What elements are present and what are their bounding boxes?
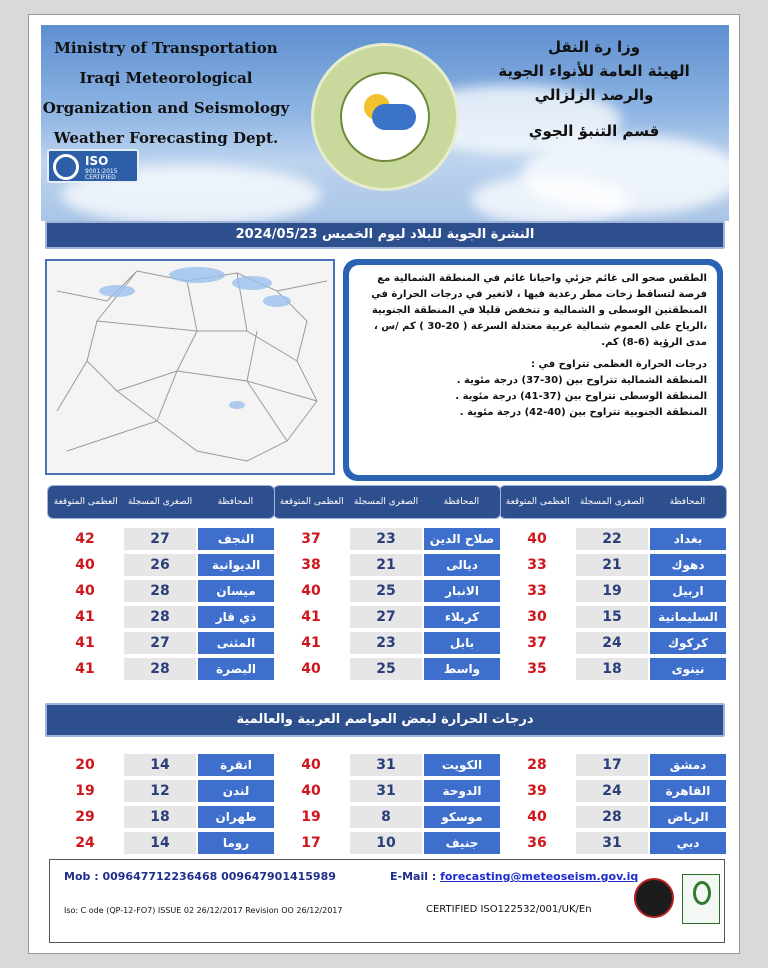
min-temperature: 8 <box>349 805 423 829</box>
forecast-text-box <box>343 259 723 481</box>
location-name: الدوحة <box>423 779 501 803</box>
check-icon <box>53 154 79 180</box>
header-province: المحافظة <box>669 496 706 507</box>
min-temperature: 21 <box>349 553 423 577</box>
capitals-title-bar: درجات الحرارة لبعض العواصم العربية والعالمية <box>45 703 725 737</box>
table-row <box>499 605 727 629</box>
table-row <box>47 753 275 777</box>
header-min: الصغرى المسجلة <box>353 496 419 507</box>
table-row <box>273 657 501 681</box>
location-name: الديوانية <box>197 553 275 577</box>
max-temperature: 39 <box>499 779 575 803</box>
middle-region-range: المنطقة الوسطى تتراوح بين (37-41) درجة مئوية . <box>455 391 707 402</box>
capitals-group-1 <box>499 753 727 857</box>
iso-badge-sub: 9001:2015 CERTIFIED <box>85 168 118 181</box>
max-temperature: 19 <box>273 805 349 829</box>
location-name: دهوك <box>649 553 727 577</box>
max-temperature: 19 <box>47 779 123 803</box>
min-temperature: 14 <box>123 753 197 777</box>
max-temperature: 36 <box>499 831 575 855</box>
table-row <box>273 579 501 603</box>
cloud-icon <box>372 104 416 130</box>
min-temperature: 15 <box>575 605 649 629</box>
organization-emblem-icon <box>634 878 674 918</box>
max-temperature: 33 <box>499 579 575 603</box>
table-row <box>47 657 275 681</box>
en-line-department: Weather Forecasting Dept. <box>53 129 279 147</box>
location-name: موسكو <box>423 805 501 829</box>
ar-line-ministry: وزا رة النقل <box>547 38 641 56</box>
max-temperature: 17 <box>273 831 349 855</box>
max-temperature: 38 <box>273 553 349 577</box>
min-temperature: 27 <box>123 527 197 551</box>
table-row <box>499 831 727 855</box>
min-temperature: 25 <box>349 657 423 681</box>
table-header <box>273 485 501 519</box>
bulletin-title-bar: النشرة الجوية للبلاد ليوم الخميس 2024/05/23 <box>45 221 725 249</box>
location-name: القاهرة <box>649 779 727 803</box>
bulletin-page <box>28 14 740 954</box>
min-temperature: 31 <box>349 753 423 777</box>
header-banner <box>41 25 729 221</box>
min-temperature: 22 <box>575 527 649 551</box>
location-name: لندن <box>197 779 275 803</box>
table-row <box>499 657 727 681</box>
max-temperature: 35 <box>499 657 575 681</box>
table-rows <box>47 527 275 681</box>
min-temperature: 18 <box>123 805 197 829</box>
table-row <box>499 753 727 777</box>
location-name: دمشق <box>649 753 727 777</box>
max-temperature: 40 <box>499 805 575 829</box>
capitals-group-3 <box>47 753 275 857</box>
mob-value: 009647712236468 009647901415989 <box>102 870 336 883</box>
province-table-1 <box>499 485 727 683</box>
table-row <box>499 805 727 829</box>
min-temperature: 14 <box>123 831 197 855</box>
table-row <box>47 631 275 655</box>
iso-certification-badge <box>47 149 139 183</box>
min-temperature: 26 <box>123 553 197 577</box>
email-contact <box>390 870 638 883</box>
table-row <box>273 631 501 655</box>
table-row <box>47 805 275 829</box>
max-temperature: 29 <box>47 805 123 829</box>
min-temperature: 17 <box>575 753 649 777</box>
ar-line-authority: الهيئة العامة للأنواء الجوية <box>498 62 690 80</box>
location-name: الكويت <box>423 753 501 777</box>
table-row <box>47 831 275 855</box>
english-organization-title <box>41 33 291 153</box>
location-name: صلاح الدين <box>423 527 501 551</box>
table-header <box>47 485 275 519</box>
location-name: روما <box>197 831 275 855</box>
iso-document-code: Iso: C ode (QP-12-FO7) ISSUE 02 26/12/2017 Revision OO 26/12/2017 <box>64 906 343 915</box>
max-temperature: 41 <box>47 605 123 629</box>
south-region-range: المنطقة الجنوبية تتراوح بين (40-42) درجة مئوية . <box>459 407 707 418</box>
min-temperature: 24 <box>575 631 649 655</box>
location-name: السليمانية <box>649 605 727 629</box>
location-name: نينوى <box>649 657 727 681</box>
capitals-group-2 <box>273 753 501 857</box>
max-temperature: 40 <box>47 553 123 577</box>
en-line-meteorological: Iraqi Meteorological <box>79 69 253 87</box>
forecast-paragraph: الطقس صحو الى غائم جزئي واحيانا غائم في المنطقة الشمالية مع فرصة لتساقط زخات مطر رعدية فيها ، لاتغير في درجات الحرارة في المنطقتين الوسطى و الشمالية و تنخفض قليلا في المنطقة الجنوبية ،الرياح على العموم شمالية غربية معتدلة السرعة ( 20-30 ) كم /س ، مدى الرؤية (6-8) كم. <box>371 273 707 348</box>
max-temperature: 41 <box>47 631 123 655</box>
max-temperature: 41 <box>273 605 349 629</box>
max-temperature: 37 <box>499 631 575 655</box>
table-row <box>47 779 275 803</box>
header-max: العظمى المتوقعة <box>279 496 344 507</box>
min-temperature: 27 <box>123 631 197 655</box>
table-rows <box>499 527 727 681</box>
min-temperature: 10 <box>349 831 423 855</box>
location-name: انقرة <box>197 753 275 777</box>
min-temperature: 18 <box>575 657 649 681</box>
table-row <box>273 605 501 629</box>
min-temperature: 25 <box>349 579 423 603</box>
table-row <box>499 631 727 655</box>
max-temp-intro: درجات الحرارة العظمى تتراوح في : <box>531 359 707 370</box>
certification-number: CERTIFIED ISO122532/001/UK/En <box>426 904 592 915</box>
max-temperature: 30 <box>499 605 575 629</box>
min-temperature: 31 <box>349 779 423 803</box>
table-row <box>499 779 727 803</box>
max-temperature: 40 <box>273 657 349 681</box>
north-region-range: المنطقة الشمالية تتراوح بين (30-37) درجة مئوية . <box>456 375 707 386</box>
mobile-numbers <box>64 870 336 883</box>
location-name: دبي <box>649 831 727 855</box>
table-row <box>273 527 501 551</box>
max-temperature: 37 <box>273 527 349 551</box>
province-table-2 <box>273 485 501 683</box>
table-row <box>273 805 501 829</box>
header-province: المحافظة <box>443 496 480 507</box>
min-temperature: 27 <box>349 605 423 629</box>
email-label: E-Mail : <box>390 870 437 883</box>
table-row <box>47 579 275 603</box>
header-min: الصغرى المسجلة <box>127 496 193 507</box>
max-temperature: 40 <box>273 579 349 603</box>
table-row <box>273 831 501 855</box>
min-temperature: 12 <box>123 779 197 803</box>
table-row <box>47 605 275 629</box>
max-temperature: 41 <box>47 657 123 681</box>
max-temperature: 33 <box>499 553 575 577</box>
max-temperature: 40 <box>499 527 575 551</box>
en-line-organization: Organization and Seismology <box>42 99 290 117</box>
max-temperature: 40 <box>47 579 123 603</box>
table-row <box>499 579 727 603</box>
table-row <box>273 553 501 577</box>
max-temperature: 42 <box>47 527 123 551</box>
location-name: النجف <box>197 527 275 551</box>
arabic-organization-title <box>479 35 709 143</box>
location-name: بغداد <box>649 527 727 551</box>
min-temperature: 28 <box>575 805 649 829</box>
min-temperature: 23 <box>349 527 423 551</box>
en-line-ministry: Ministry of Transportation <box>54 39 278 57</box>
location-name: ميسان <box>197 579 275 603</box>
max-temperature: 40 <box>273 779 349 803</box>
location-name: البصرة <box>197 657 275 681</box>
location-name: المثنى <box>197 631 275 655</box>
iso-badge-label: ISO <box>85 154 109 168</box>
location-name: الرياض <box>649 805 727 829</box>
table-row <box>273 779 501 803</box>
min-temperature: 28 <box>123 657 197 681</box>
max-temperature: 24 <box>47 831 123 855</box>
table-row <box>499 553 727 577</box>
header-province: المحافظة <box>217 496 254 507</box>
min-temperature: 28 <box>123 605 197 629</box>
min-temperature: 31 <box>575 831 649 855</box>
ar-line-department: قسم التنبؤ الجوي <box>528 122 660 140</box>
mob-label: Mob : <box>64 870 99 883</box>
ar-line-seismology: والرصد الزلزالي <box>534 86 654 104</box>
min-temperature: 21 <box>575 553 649 577</box>
min-temperature: 19 <box>575 579 649 603</box>
organization-seal-logo <box>311 43 459 191</box>
min-temperature: 24 <box>575 779 649 803</box>
max-temperature: 20 <box>47 753 123 777</box>
ukas-logo-icon <box>682 874 720 924</box>
footer-contact-box <box>49 859 725 943</box>
location-name: ذي قار <box>197 605 275 629</box>
location-name: واسط <box>423 657 501 681</box>
location-name: اربيل <box>649 579 727 603</box>
max-temperature: 41 <box>273 631 349 655</box>
table-row <box>499 527 727 551</box>
max-temperature: 40 <box>273 753 349 777</box>
table-row <box>273 753 501 777</box>
max-temperature: 28 <box>499 753 575 777</box>
iraq-weather-map <box>45 259 335 475</box>
table-row <box>47 527 275 551</box>
table-row <box>47 553 275 577</box>
table-rows <box>273 527 501 681</box>
header-max: العظمى المتوقعة <box>53 496 118 507</box>
email-link[interactable]: forecasting@meteoseism.gov.iq <box>440 870 639 883</box>
location-name: الانبار <box>423 579 501 603</box>
location-name: كركوك <box>649 631 727 655</box>
location-name: بابل <box>423 631 501 655</box>
location-name: جنيف <box>423 831 501 855</box>
location-name: ديالى <box>423 553 501 577</box>
location-name: طهران <box>197 805 275 829</box>
header-min: الصغرى المسجلة <box>579 496 645 507</box>
location-name: كربلاء <box>423 605 501 629</box>
min-temperature: 28 <box>123 579 197 603</box>
min-temperature: 23 <box>349 631 423 655</box>
header-max: العظمى المتوقعة <box>505 496 570 507</box>
table-header <box>499 485 727 519</box>
province-table-3 <box>47 485 275 683</box>
